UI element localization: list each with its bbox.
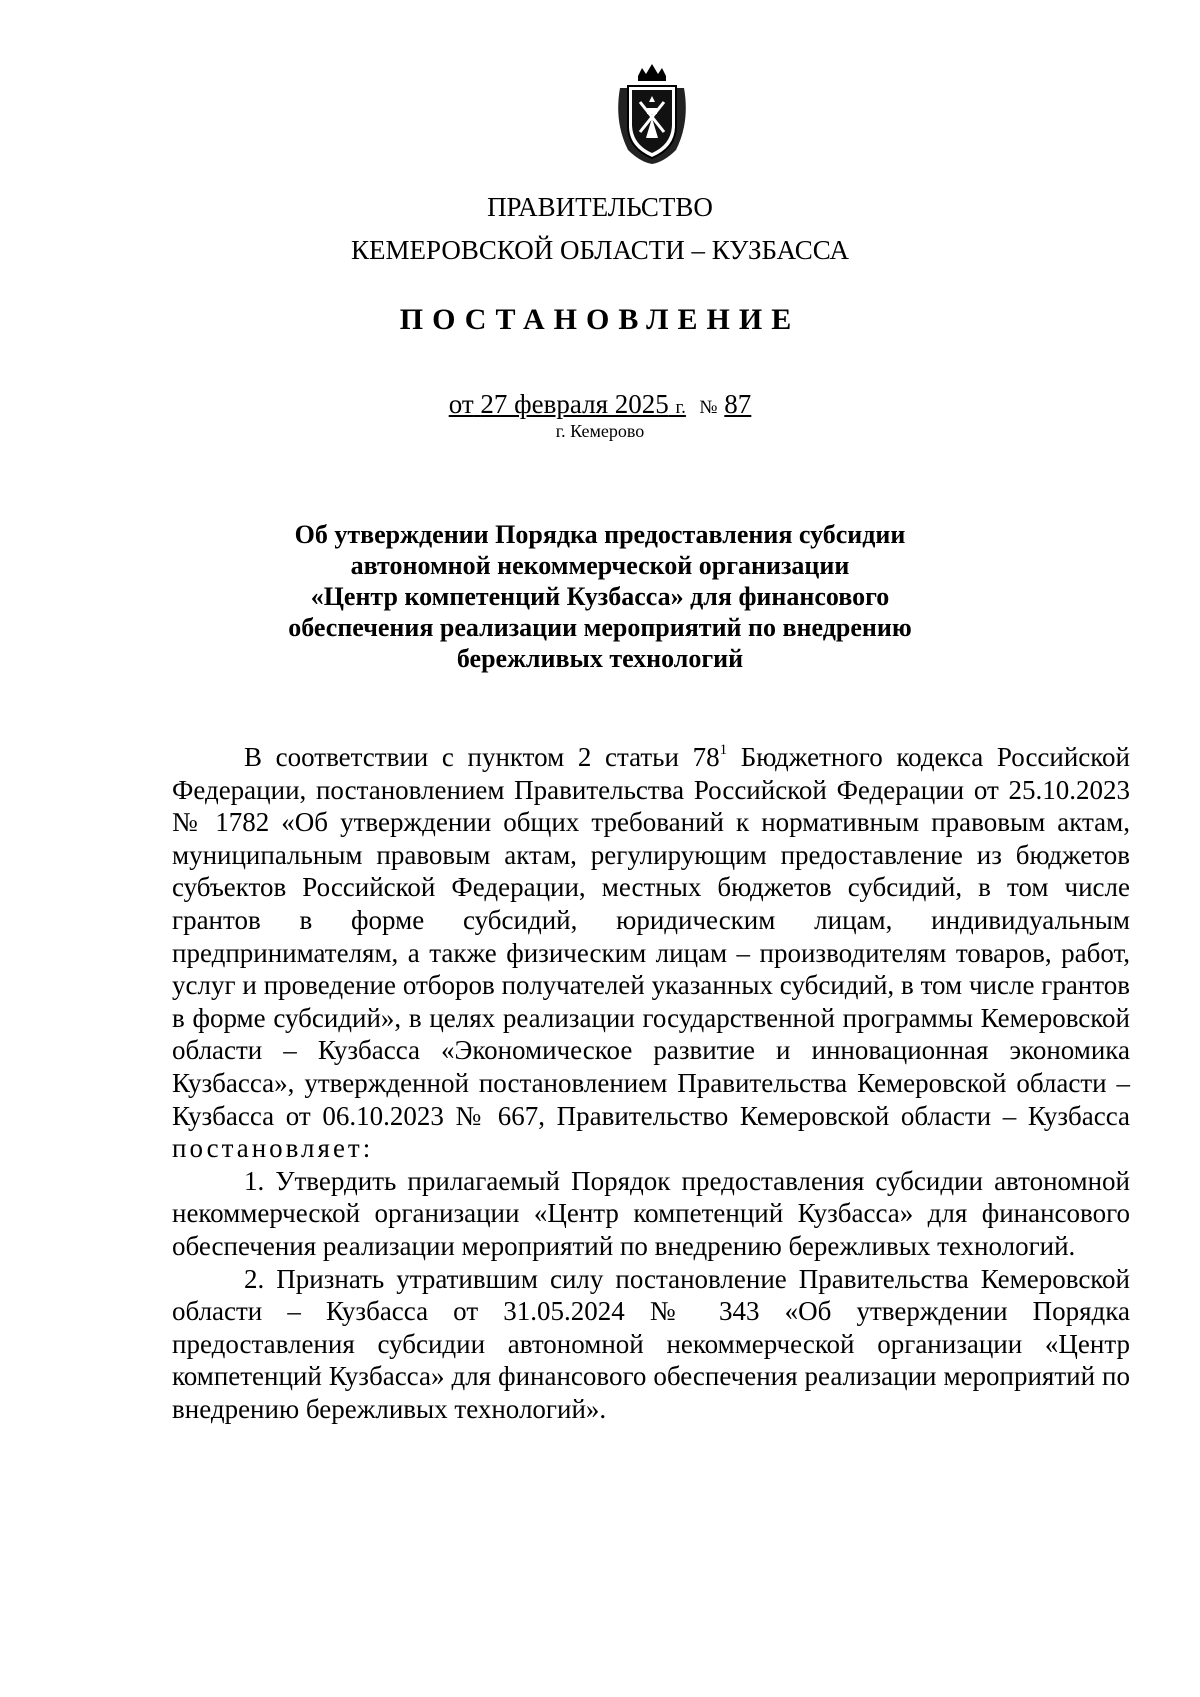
date-prefix: от	[448, 389, 474, 419]
decree-word: постановляет	[172, 1133, 363, 1164]
date-value: 27 февраля 2025	[480, 389, 669, 419]
document-type: ПОСТАНОВЛЕНИЕ	[399, 303, 801, 336]
preamble-paragraph	[172, 741, 1130, 1165]
issuer-block	[0, 186, 1200, 272]
preamble-end: :	[362, 1133, 371, 1164]
subject-line-4: обеспечения реализации мероприятий по внедрению	[288, 613, 912, 642]
subject-line-1: Об утверждении Порядка предоставления субсидии	[294, 520, 906, 549]
article-superscript: 1	[719, 742, 728, 758]
date-line	[0, 388, 1200, 424]
date-suffix: г.	[675, 397, 686, 418]
subject-line-2: автономной некоммерческой организации	[350, 551, 850, 580]
document-body	[172, 741, 1130, 1425]
number-label: №	[699, 397, 718, 418]
document-number: 87	[724, 389, 752, 419]
subject-line-3: «Центр компетенций Кузбасса» для финансового	[310, 582, 890, 611]
document-subject	[0, 519, 1200, 674]
subject-line-5: бережливых технологий	[456, 644, 744, 673]
city: г. Кемерово	[555, 421, 645, 441]
issuer-line-1: ПРАВИТЕЛЬСТВО	[487, 192, 713, 222]
preamble-text-a: В соответствии с пунктом 2 статьи 78	[244, 742, 720, 772]
date-underlined	[449, 389, 686, 419]
kuzbass-coat-of-arms-icon	[610, 62, 694, 166]
item-2-paragraph: 2. Признать утратившим силу постановление Правительства Кемеровской области – Кузбасса от 31.05.2024 № 343 «Об утверждении Порядка предоставления субсидии автономной некоммерческой организации «Центр компетенций Кузбасса» для финансового обеспечения реализации мероприятий по внедрению бережливых технологий».	[172, 1263, 1130, 1424]
preamble-text-b: Бюджетного кодекса Российской Федерации, постановлением Правительства Российской Федерации от 25.10.2023 № 1782 «Об утверждении общих требований к нормативным правовым актам, муниципальным правовым актам, регулирующим предоставление из бюджетов субъектов Российской Федерации, местных бюджетов субсидий, в том числе грантов в форме субсидий, юридическим лицам, индивидуальным предпринимателям, а также физическим лицам – производителям товаров, работ, услуг и проведение отборов получателей указанных субсидий, в том числе грантов в форме субсидий», в целях реализации государственной программы Кемеровской области – Кузбасса «Экономическое развитие и инновационная экономика Кузбасса», утвержденной постановлением Правительства Кемеровской области – Кузбасса от 06.10.2023 № 667, Правительство Кемеровской области – Кузбасса	[172, 742, 1130, 1131]
issuer-line-2: КЕМЕРОВСКОЙ ОБЛАСТИ – КУЗБАССА	[351, 235, 849, 265]
item-1-paragraph: 1. Утвердить прилагаемый Порядок предоставления субсидии автономной некоммерческой организации «Центр компетенций Кузбасса» для финансового обеспечения реализации мероприятий по внедрению бережливых технологий.	[172, 1165, 1130, 1261]
